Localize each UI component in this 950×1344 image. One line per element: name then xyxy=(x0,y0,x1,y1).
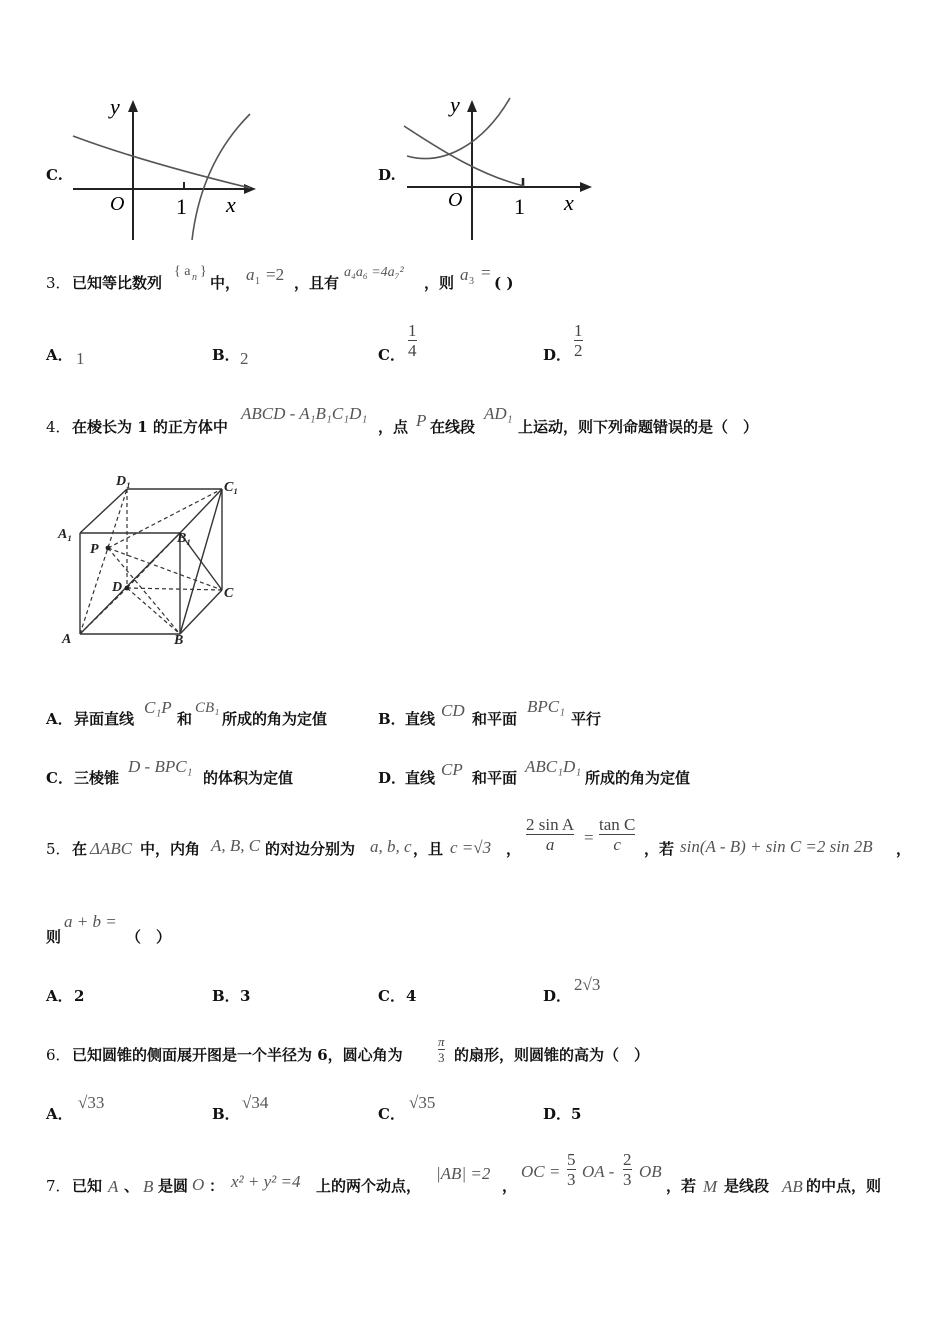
y-axis-arrow xyxy=(467,100,477,112)
x-axis-arrow xyxy=(580,182,592,192)
q4-text-2: ，点 xyxy=(378,418,409,436)
q7-ob: OB xyxy=(639,1162,662,1181)
q5-option-a-value: 2 xyxy=(74,987,85,1005)
q7-ab-length: |AB| =2 xyxy=(436,1164,491,1183)
q5-angles: A, B, C xyxy=(211,836,261,855)
q5-text-2: 中，内角 xyxy=(140,840,201,858)
q4-option-b-t1: 直线 xyxy=(405,710,436,728)
q4-text-1: 在棱长为 1 的正方体中 xyxy=(72,418,228,436)
q3-a1-eq: =2 xyxy=(266,265,285,284)
q4-option-a-m1: C₁P xyxy=(144,698,172,717)
q5-sides: a, b, c xyxy=(370,837,412,856)
q3-option-c-fraction: 1 4 xyxy=(408,321,417,360)
q4-option-b-m1: CD xyxy=(441,701,465,720)
q3-a3-eq: = xyxy=(481,263,491,282)
q4-option-b-label[interactable]: B． xyxy=(378,710,406,728)
q3-option-a-value: 1 xyxy=(76,349,85,368)
q5-text-4: ，且 xyxy=(413,840,444,858)
q5-paren: （ ） xyxy=(126,928,172,946)
q5-text-1: 在 xyxy=(72,840,88,858)
q5-option-c-label[interactable]: C． xyxy=(378,987,405,1005)
q4-option-a-label[interactable]: A． xyxy=(46,710,73,728)
q4-option-b-t3: 平行 xyxy=(571,710,602,728)
label-c1: C₁ xyxy=(224,480,239,495)
label-d: D xyxy=(112,580,123,595)
q7-number: 7． xyxy=(46,1177,71,1195)
q5-text-7: ， xyxy=(896,840,912,858)
q3-text-4: ，则 xyxy=(424,274,455,292)
q4-option-c-t1: 三棱锥 xyxy=(74,769,120,787)
q4-option-d-t3: 所成的角为定值 xyxy=(585,769,691,787)
q3-a3-sub: 3 xyxy=(469,276,474,287)
q5-fraction-2: tan C c xyxy=(599,815,636,854)
label-c: C xyxy=(224,586,234,601)
q4-option-c-label[interactable]: C． xyxy=(46,769,73,787)
q7-fraction-2: 2 3 xyxy=(623,1150,632,1189)
q6-option-b-value: √34 xyxy=(242,1093,269,1112)
increasing-curve xyxy=(192,114,250,240)
q5-option-c-value: 4 xyxy=(406,987,417,1005)
q7-point-a: A xyxy=(108,1177,119,1196)
q4-option-d-label[interactable]: D． xyxy=(378,769,407,787)
q7-oa: OA - xyxy=(582,1162,615,1181)
q6-option-d-label[interactable]: D． xyxy=(543,1105,572,1123)
q3-a1: a xyxy=(246,265,255,284)
q4-option-b-m2: BPC₁ xyxy=(527,697,566,716)
option-c-label: C. xyxy=(46,166,63,184)
q4-text-3: 在线段 xyxy=(430,418,476,436)
label-a: A xyxy=(62,632,72,647)
one-label: 1 xyxy=(514,194,525,219)
q3-text-1: 已知等比数列 xyxy=(72,274,163,292)
q7-text-6: ， xyxy=(502,1177,518,1195)
q4-option-c-m1: D - BPC₁ xyxy=(128,757,193,776)
cube-figure xyxy=(56,468,252,652)
q5-text-5: ， xyxy=(506,840,522,858)
origin-label: O xyxy=(448,189,463,211)
q3-a1-sub: 1 xyxy=(255,276,260,287)
q5-condition: sin(A - B) + sin C =2 sin 2B xyxy=(680,837,873,856)
y-label: y xyxy=(450,96,460,117)
q5-fraction-1: 2 sin A a xyxy=(526,815,575,854)
q5-ask: a + b = xyxy=(64,912,117,931)
q4-option-d-m2: ABC₁D₁ xyxy=(525,757,582,776)
q6-text-2: 的扇形，则圆锥的高为（ ） xyxy=(454,1046,650,1064)
q3-seq-open: { a xyxy=(174,264,191,279)
q4-option-d-t2: 和平面 xyxy=(472,769,518,787)
q4-text-4: 上运动，则下列命题错误的是（ ） xyxy=(518,418,759,436)
q5-option-b-label[interactable]: B． xyxy=(212,987,240,1005)
q5-option-d-value: 2√3 xyxy=(574,975,601,994)
q5-option-d-label[interactable]: D． xyxy=(543,987,572,1005)
q5-text-8: 则 xyxy=(46,928,62,946)
q7-text-5: 上的两个动点， xyxy=(316,1177,422,1195)
label-d1: D₁ xyxy=(116,474,131,489)
y-label: y xyxy=(110,96,120,119)
q5-text-3: 的对边分别为 xyxy=(265,840,356,858)
q3-seq-sub: n xyxy=(192,272,197,283)
q3-condition: a₄a₆ =4a₇² xyxy=(344,265,404,280)
q7-text-1: 已知 xyxy=(72,1177,103,1195)
q5-triangle: ΔABC xyxy=(90,839,133,858)
q5-number: 5． xyxy=(46,840,71,858)
q3-paren: ( ) xyxy=(494,274,514,292)
q4-number: 4． xyxy=(46,418,71,436)
q4-option-c-t2: 的体积为定值 xyxy=(203,769,294,787)
q5-option-a-label[interactable]: A． xyxy=(46,987,73,1005)
q3-option-a-label[interactable]: A． xyxy=(46,346,73,364)
q6-option-c-value: √35 xyxy=(409,1093,436,1112)
x-label: x xyxy=(226,192,236,217)
q6-option-a-value: √33 xyxy=(78,1093,105,1112)
label-p: P xyxy=(90,542,99,557)
q5-equals: = xyxy=(584,828,594,847)
q3-option-b-label[interactable]: B． xyxy=(212,346,240,364)
q3-option-b-value: 2 xyxy=(240,349,249,368)
q6-option-c-label[interactable]: C． xyxy=(378,1105,405,1123)
q5-text-6: ，若 xyxy=(644,840,675,858)
option-d-label: D. xyxy=(378,166,396,184)
label-b: B xyxy=(174,633,184,648)
graph-c xyxy=(68,96,258,244)
q3-a3: a xyxy=(460,265,469,284)
q3-option-d-fraction: 1 2 xyxy=(574,321,583,360)
graph-d xyxy=(402,96,594,244)
label-b1: B₁ xyxy=(177,531,192,546)
decreasing-curve xyxy=(404,126,524,186)
q7-fraction-1: 5 3 xyxy=(567,1150,576,1189)
q7-text-7: ，若 xyxy=(666,1177,697,1195)
q6-option-b-label[interactable]: B． xyxy=(212,1105,240,1123)
q4-option-a-m2: CB₁ xyxy=(195,700,220,716)
q4-option-b-t2: 和平面 xyxy=(472,710,518,728)
q4-option-a-t3: 所成的角为定值 xyxy=(222,710,328,728)
q6-text-1: 已知圆锥的侧面展开图是一个半径为 6，圆心角为 xyxy=(72,1046,403,1064)
q6-fraction: π 3 xyxy=(438,1034,445,1065)
q4-option-d-m1: CP xyxy=(441,760,463,779)
q3-option-d-label[interactable]: D． xyxy=(543,346,572,364)
q4-cube: ABCD - A₁B₁C₁D₁ xyxy=(241,404,368,423)
q3-number: 3． xyxy=(46,274,71,292)
q7-oc: OC = xyxy=(521,1162,561,1181)
q5-c-value: c =√3 xyxy=(450,838,492,857)
y-axis-arrow xyxy=(128,100,138,112)
q4-option-a-t1: 异面直线 xyxy=(74,710,135,728)
q7-circle-eq: x² + y² =4 xyxy=(231,1172,301,1191)
q6-number: 6． xyxy=(46,1046,71,1064)
q7-text-8: 是线段 xyxy=(724,1177,770,1195)
q4-option-a-t2: 和 xyxy=(177,710,193,728)
origin-label: O xyxy=(110,193,125,215)
decreasing-curve xyxy=(73,136,250,188)
q7-text-4: ： xyxy=(209,1177,225,1195)
q7-text-9: 的中点，则 xyxy=(806,1177,882,1195)
q7-text-3: 是圆 xyxy=(158,1177,189,1195)
q6-option-d-value: 5 xyxy=(571,1105,582,1123)
q7-circle-o: O xyxy=(192,1175,205,1194)
q7-point-b: B xyxy=(143,1177,154,1196)
q3-seq-close: } xyxy=(200,264,207,279)
q6-option-a-label[interactable]: A． xyxy=(46,1105,73,1123)
q7-segment-ab: AB xyxy=(782,1177,803,1196)
x-axis-arrow xyxy=(244,184,256,194)
q4-segment: AD₁ xyxy=(484,404,513,423)
q7-text-2: 、 xyxy=(124,1177,140,1195)
q3-option-c-label[interactable]: C． xyxy=(378,346,405,364)
q7-point-m: M xyxy=(703,1177,718,1196)
q4-point-p: P xyxy=(416,411,427,430)
label-a1: A₁ xyxy=(58,527,73,542)
q4-option-d-t1: 直线 xyxy=(405,769,436,787)
q3-text-2: 中， xyxy=(210,274,241,292)
q5-option-b-value: 3 xyxy=(240,987,251,1005)
q3-text-3: ，且有 xyxy=(294,274,340,292)
x-label: x xyxy=(564,190,574,215)
one-label: 1 xyxy=(176,194,187,219)
